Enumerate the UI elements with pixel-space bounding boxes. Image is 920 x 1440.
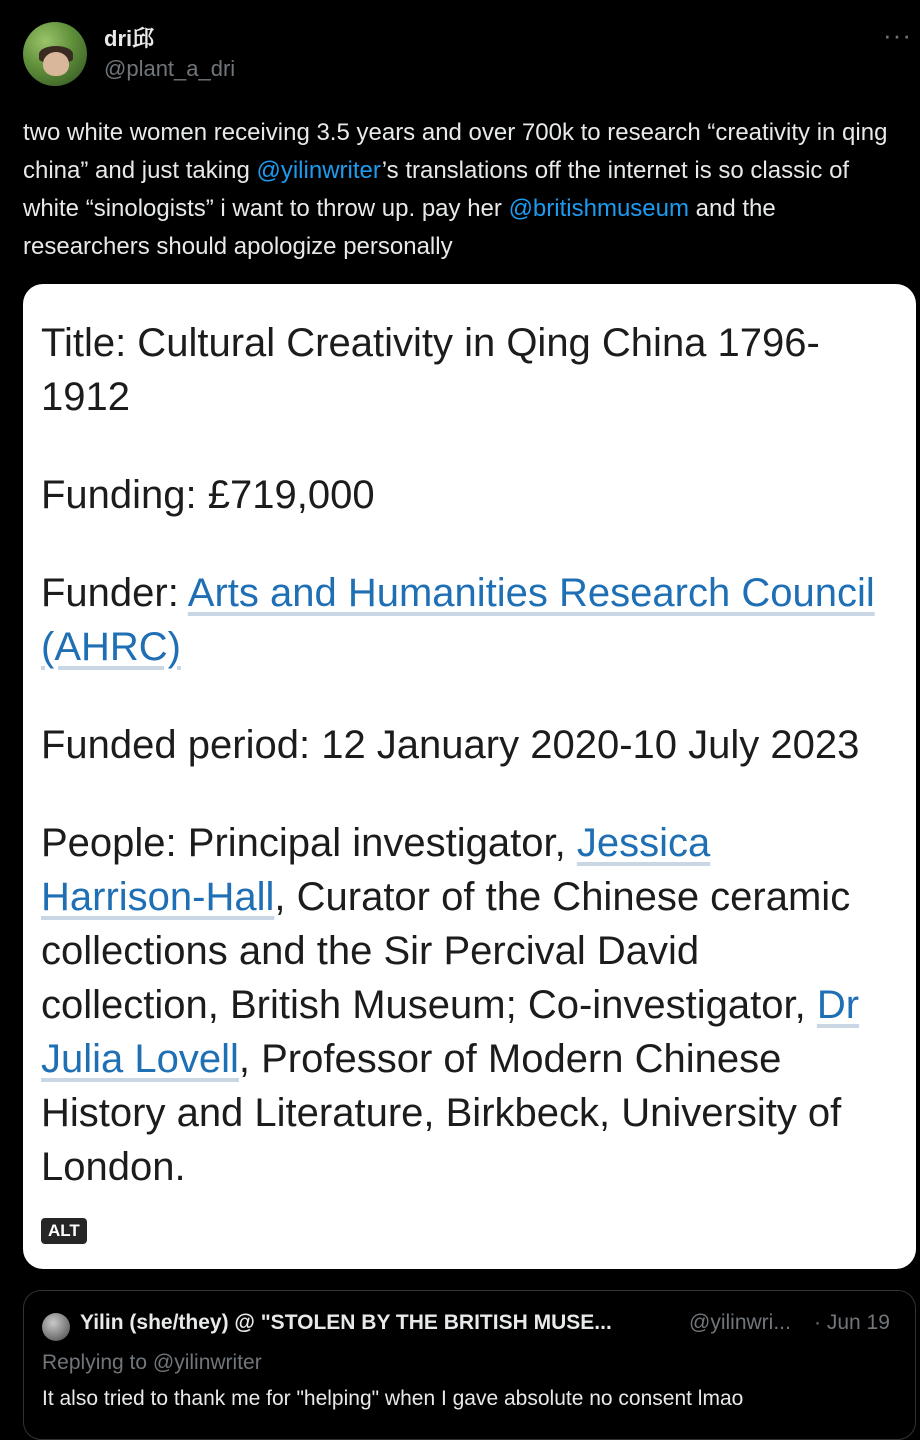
author-handle[interactable]: @plant_a_dri: [104, 56, 236, 81]
replying-to: Replying to @yilinwriter: [42, 1351, 262, 1374]
tweet-text-part: two white women receiving 3.5 years and over 700k to research “creativity in qing china” and just taking: [23, 119, 888, 184]
quoted-handle[interactable]: @yilinwri...: [689, 1311, 791, 1334]
project-period: Funded period: 12 January 2020-10 July 2023: [41, 723, 860, 767]
quoted-tweet[interactable]: [23, 1290, 916, 1440]
quoted-date[interactable]: · Jun 19: [814, 1311, 890, 1334]
people-text: , Professor of Modern Chinese History and Literature, Birkbeck, University of London.: [41, 1037, 842, 1189]
project-title: Title: Cultural Creativity in Qing China 1796-1912: [41, 321, 820, 419]
project-funder: [41, 566, 881, 674]
mention-britishmuseum[interactable]: @britishmuseum: [508, 195, 689, 222]
funder-link[interactable]: Arts and Humanities Research Council (AHRC): [41, 571, 875, 669]
tweet-text-part: ’s translations off the internet is so classic of white “sinologists” i want to throw up. pay her: [23, 157, 850, 222]
mention-yilinwriter[interactable]: @yilinwriter: [256, 157, 382, 184]
alt-text-badge[interactable]: ALT: [41, 1218, 87, 1244]
people-text: People: Principal investigator,: [41, 821, 577, 865]
avatar-face: [43, 52, 69, 76]
author-display-name[interactable]: dri邱: [104, 26, 155, 51]
quoted-display-name[interactable]: Yilin (she/they) @ "STOLEN BY THE BRITISH MUSE...: [80, 1311, 612, 1334]
people-text: , Curator of the Chinese ceramic collections and the Sir Percival David collection, British Museum; Co-investigator,: [41, 875, 851, 1027]
project-funding: Funding: £719,000: [41, 473, 375, 517]
co-investigator-link[interactable]: Dr Julia Lovell: [41, 983, 860, 1081]
attached-image[interactable]: [23, 284, 916, 1269]
investigator-link[interactable]: Jessica Harrison-Hall: [41, 821, 711, 919]
quoted-avatar[interactable]: [42, 1313, 70, 1341]
project-people: [41, 816, 881, 1194]
tweet-text: [23, 114, 903, 266]
image-content: [41, 316, 881, 1238]
quoted-text: It also tried to thank me for "helping" when I gave absolute no consent lmao: [42, 1387, 744, 1410]
more-options-icon[interactable]: ···: [883, 20, 912, 50]
tweet-text-part: and the researchers should apologize personally: [23, 195, 776, 260]
author-avatar[interactable]: [23, 22, 87, 86]
funder-label: Funder:: [41, 571, 188, 615]
